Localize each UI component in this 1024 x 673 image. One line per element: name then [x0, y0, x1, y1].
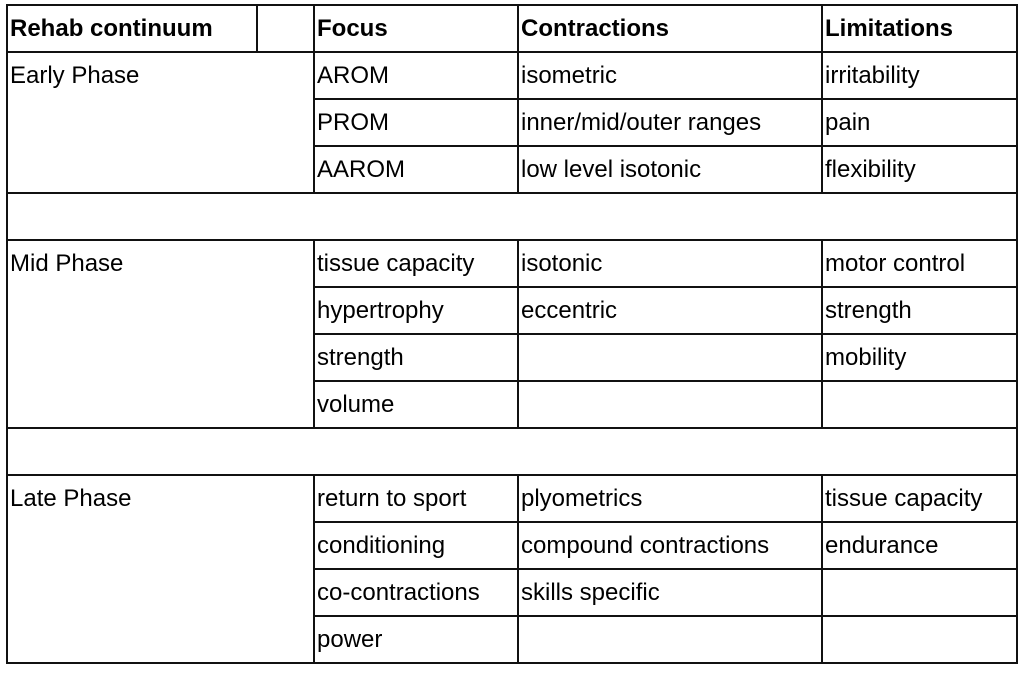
- contractions-cell: compound contractions: [518, 522, 822, 569]
- focus-cell: conditioning: [314, 522, 518, 569]
- focus-cell: AAROM: [314, 146, 518, 193]
- contractions-cell: [518, 334, 822, 381]
- limitations-cell: mobility: [822, 334, 1017, 381]
- table-row: [7, 240, 1017, 287]
- phase-label-mid: Mid Phase: [7, 240, 314, 428]
- contractions-cell: inner/mid/outer ranges: [518, 99, 822, 146]
- focus-cell: co-contractions: [314, 569, 518, 616]
- contractions-cell: [518, 616, 822, 663]
- limitations-cell: [822, 381, 1017, 428]
- header-row: [7, 5, 1017, 52]
- focus-cell: PROM: [314, 99, 518, 146]
- contractions-cell: skills specific: [518, 569, 822, 616]
- limitations-cell: pain: [822, 99, 1017, 146]
- focus-cell: return to sport: [314, 475, 518, 522]
- header-focus: Focus: [314, 5, 518, 52]
- limitations-cell: [822, 616, 1017, 663]
- table-row: [7, 475, 1017, 522]
- focus-cell: AROM: [314, 52, 518, 99]
- header-blank: [257, 5, 314, 52]
- phase-label-late: Late Phase: [7, 475, 314, 663]
- limitations-cell: motor control: [822, 240, 1017, 287]
- spacer-cell: [7, 193, 1017, 240]
- limitations-cell: flexibility: [822, 146, 1017, 193]
- focus-cell: strength: [314, 334, 518, 381]
- focus-cell: power: [314, 616, 518, 663]
- focus-cell: hypertrophy: [314, 287, 518, 334]
- focus-cell: tissue capacity: [314, 240, 518, 287]
- limitations-cell: endurance: [822, 522, 1017, 569]
- limitations-cell: strength: [822, 287, 1017, 334]
- header-contractions: Contractions: [518, 5, 822, 52]
- contractions-cell: plyometrics: [518, 475, 822, 522]
- spacer-row: [7, 193, 1017, 240]
- header-limitations: Limitations: [822, 5, 1017, 52]
- contractions-cell: eccentric: [518, 287, 822, 334]
- rehab-continuum-table: [6, 4, 1018, 664]
- contractions-cell: isotonic: [518, 240, 822, 287]
- spacer-row: [7, 428, 1017, 475]
- contractions-cell: isometric: [518, 52, 822, 99]
- contractions-cell: [518, 381, 822, 428]
- focus-cell: volume: [314, 381, 518, 428]
- limitations-cell: tissue capacity: [822, 475, 1017, 522]
- spacer-cell: [7, 428, 1017, 475]
- table-row: [7, 52, 1017, 99]
- header-rehab-continuum: Rehab continuum: [7, 5, 257, 52]
- contractions-cell: low level isotonic: [518, 146, 822, 193]
- limitations-cell: [822, 569, 1017, 616]
- phase-label-early: Early Phase: [7, 52, 314, 193]
- limitations-cell: irritability: [822, 52, 1017, 99]
